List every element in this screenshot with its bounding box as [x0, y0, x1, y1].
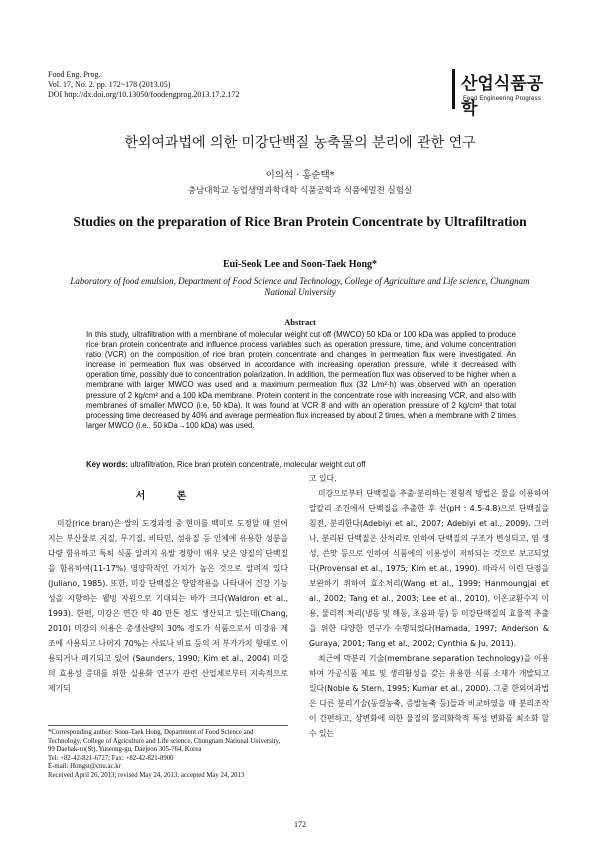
footnote-received: Received April 26, 2013; revised May 24, 2013; accepted May 24, 2013	[48, 771, 245, 779]
english-title: Studies on the preparation of Rice Bran Protein Concentrate by Ultrafiltration	[73, 214, 527, 229]
page-number: 172	[294, 820, 306, 829]
footnote-corresponding: *Corresponding author: Soon-Taek Hong, Department of Food Science and Technology, College of Agriculture and Life science, Chungnam National University, 99 Daehak-ro(St), Yuseong-gu, Daejeon 305-764, Korea	[48, 729, 281, 754]
footnote-divider	[48, 725, 288, 726]
logo-korean: 산업식품공학	[461, 74, 544, 119]
intro-paragraph-continued: 고 있다.	[309, 474, 337, 483]
journal-doi[interactable]: DOI http://dx.doi.org/10.13050/foodengprog.2013.17.2.172	[48, 90, 240, 99]
body-right-column	[309, 471, 549, 741]
korean-title: 한외여과법에 의한 미강단백질 농축물의 분리에 관한 연구	[124, 135, 476, 151]
intro-paragraph-3: 최근에 막분리 기술(membrane separation technology)을 이용하여 가공식품 제료 및 생리활성을 갖는 유용한 식품 소재가 개발되고 있다(Noble & Stern, 1995; Kumar et al., 2000). 그중 한외여과법은 다른 분리기술(동결농축, 증발농축 등)들과 비교하였을 때 분리조작이 간편하고, 상변화에 의한 물질의 물리화학적 특성 변화를 최소화 할 수 있는	[309, 654, 549, 738]
korean-authors: 이의석 · 홍순택*	[265, 170, 335, 181]
section-heading-introduction: 서 론	[135, 491, 201, 502]
footnote	[48, 729, 288, 781]
korean-affiliation: 충남대학교 농업생명과학대학 식품공학과 식품에멀젼 실험실	[187, 186, 413, 196]
english-affiliation: Laboratory of food emulsion, Department of Food Science and Technology, College of Agriculture and Life science, Chungnam National University	[70, 276, 530, 297]
abstract-heading: Abstract	[284, 317, 316, 327]
journal-name: Food Eng. Prog.	[48, 70, 101, 79]
journal-info	[48, 70, 239, 100]
keywords	[86, 460, 516, 469]
intro-paragraph-2: 미강으로부터 단백질을 추출·분리하는 전형적 방법은 물을 이용하여 알칼리 조건에서 단백질을 추출한 후 산(pH : 4.5-4.8)으로 단백질을 침전, 분리한다(Adebiyi et al., 2007; Adebiyi et al., 2009). 그러나, 분리된 단백질은 산처리로 인하여 단백질의 구조가 변성되고, 염 생성, 쓴맛 등으로 인하여 식품에의 이용성이 저하되는 것으로 보고되었다(Provensal et al., 1975; Kim et al., 1990). 따라서 이런 단점을 보완하기 위하여 효소처리(Wang et al., 1999; Hanmoungjai et al., 2002; Tang et al., 2003; Lee et al., 2010), 이온교환수지 이용, 물리적 처리(냉동 및 해동, 초음파 등) 등 미강단백질의 효율적 추출을 위한 다양한 연구가 수행되었다(Hamada, 1997; Anderson & Guraya, 2001; Tang et al., 2002; Cynthia & Ju, 2011).	[309, 489, 549, 648]
keywords-list: ultrafiltration, Rice bran protein concentrate, molecular weight cut off	[128, 460, 366, 469]
abstract-text: In this study, ultrafiltration with a membrane of molecular weight cut off (MWCO) 50 kDa or 100 kDa was applied to produce rice bran protein concentrate and influence process variables such as operation pressure, time, and volume concentration ratio (VCR) on the composition of rice bran protein concentrate and changes in permeation flux were investigated. An increase in permeation flux was observed in accordance with increasing operation pressure, while it decreased with operation time, possibly due to concentration polarization. In addition, the permeation flux was observed to be higher when a membrane with larger MWCO was used and a maximum permeation flux (32 L/m²·h) was observed with an operation pressure of 2 kg/cm² and a 100 kDa membrane. Protein content in the concentrate rose with increasing VCR, and also with membranes of smaller MWCO (i.e, 50 kDa). It was found at VCR 8 and with an operation pressure of 2 kg/cm² that total processing time decreased by 40% and average permeation flux increased by about 2 times, when a membrane with 2 times larger MWCO (i.e., 50 kDa→100 kDa) was used.	[86, 330, 516, 430]
footnote-email[interactable]: E-mail: Hongst@cnu.ac.kr	[48, 763, 121, 771]
keywords-label: Key words:	[86, 460, 129, 469]
footnote-tel: Tel: +82-42-821-6727; Fax: +82-42-821-8900	[48, 754, 174, 762]
intro-paragraph-1: 미강(rice bran)은 쌀의 도정과정 중 현미를 백미로 도정할 때 얻어지는 부산물로 지질, 무기질, 비타민, 섬유질 등 인체에 유용한 성분을 다량 함유하고 특히 식품 알려지 유발 경향이 매우 낮은 양질의 단백질을 함유하여(11-17%) 영양학적인 가치가 높은 것으로 알려져 있다(Juliano, 1985). 또한, 미강 단백질은 항암작용을 나타내어 건강 기능성을 지향하는 웰빙 자원으로 기대되는 바가 크다(Waldron et al., 1993). 한편, 미강은 연간 약 40 만톤 정도 생산되고 있는데(Chang, 2010) 미강의 이용은 총생산량의 30% 정도가 식품으로서 미강유 제조에 사용되고 나머지 70%는 사료나 비료 등의 저 부가가치 형태로 이용되거나 폐기되고 있어 (Saunders, 1990; Kim et al., 2004) 미강의 효용성 증대를 위한 실용화 연구가 관련 산업체로부터 지속적으로 제기되	[48, 519, 288, 693]
english-authors: Eui-Seok Lee and Soon-Taek Hong*	[222, 259, 378, 270]
logo-english: Food Engineering Progress	[463, 96, 542, 102]
journal-volume: Vol. 17, No. 2. pp. 172~178 (2013.05)	[48, 80, 171, 89]
journal-logo	[452, 69, 555, 119]
body-left-column	[48, 489, 288, 696]
